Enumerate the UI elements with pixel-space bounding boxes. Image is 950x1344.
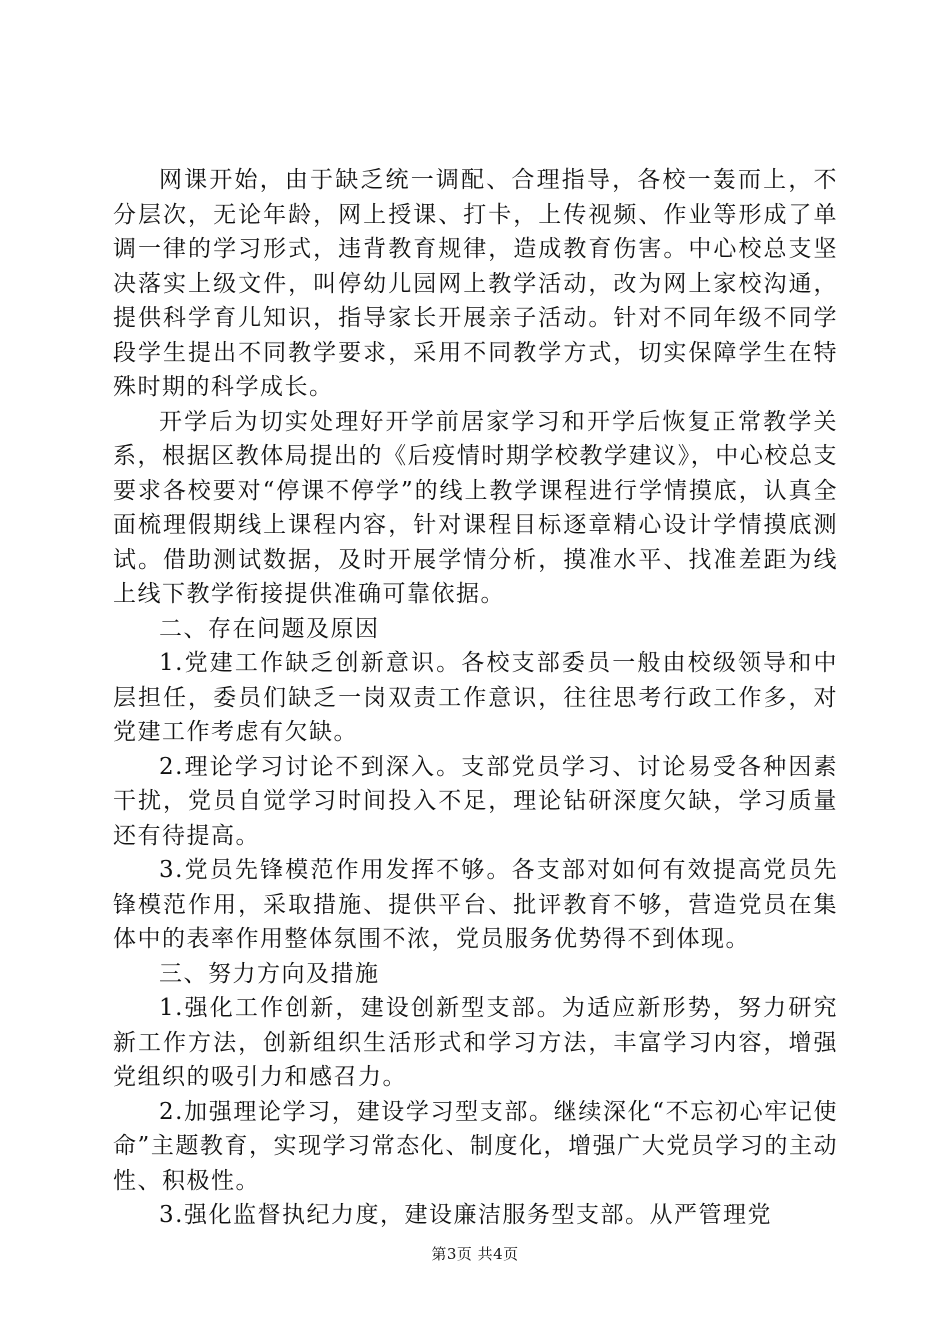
section-heading-problems: 二、存在问题及原因 — [159, 615, 380, 642]
page-number-footer: 第3页 共4页 — [431, 1245, 519, 1263]
section-heading-measures: 三、努力方向及措施 — [159, 960, 380, 987]
paragraph-online-class: 网课开始，由于缺乏统一调配、合理指导，各校一轰而上，不分层次，无论年龄，网上授课、打卡，上传视频、作业等形成了单调一律的学习形式，违背教育规律，造成教育伤害。中心校总支坚决落实上级文件，叫停幼儿园网上教学活动，改为网上家校沟通，提供科学育儿知识，指导家长开展亲子活动。针对不同年级不同学段学生提出不同教学要求，采用不同教学方式，切实保障学生在特殊时期的科学成长。 — [113, 167, 838, 400]
list-item-measure-2: 2.加强理论学习，建设学习型支部。继续深化“不忘初心牢记使命”主题教育，实现学习常态化、制度化，增强广大党员学习的主动性、积极性。 — [113, 1098, 838, 1194]
list-item-measure-3: 3.强化监督执纪力度，建设廉洁服务型支部。从严管理党 — [159, 1202, 772, 1228]
list-item-measure-1: 1.强化工作创新，建设创新型支部。为适应新形势，努力研究新工作方法，创新组织生活形式和学习方法，丰富学习内容，增强党组织的吸引力和感召力。 — [113, 995, 838, 1090]
list-item-problem-2: 2.理论学习讨论不到深入。支部党员学习、讨论易受各种因素干扰，党员自觉学习时间投入不足，理论钻研深度欠缺，学习质量还有待提高。 — [113, 753, 838, 849]
list-item-problem-1: 1.党建工作缺乏创新意识。各校支部委员一般由校级领导和中层担任，委员们缺乏一岗双责工作意识，往往思考行政工作多，对党建工作考虑有欠缺。 — [113, 650, 838, 745]
list-item-problem-3: 3.党员先锋模范作用发挥不够。各支部对如何有效提高党员先锋模范作用，采取措施、提供平台、批评教育不够，营造党员在集体中的表率作用整体氛围不浓，党员服务优势得不到体现。 — [113, 857, 838, 952]
paragraph-school-reopening: 开学后为切实处理好开学前居家学习和开学后恢复正常教学关系，根据区教体局提出的《后疫情时期学校教学建议》，中心校总支要求各校要对“停课不停学”的线上教学课程进行学情摸底，认真全面梳理假期线上课程内容，针对课程目标逐章精心设计学情摸底测试。借助测试数据，及时开展学情分析，摸准水平、找准差距为线上线下教学衔接提供准确可靠依据。 — [113, 408, 838, 607]
document-body — [113, 163, 838, 1233]
